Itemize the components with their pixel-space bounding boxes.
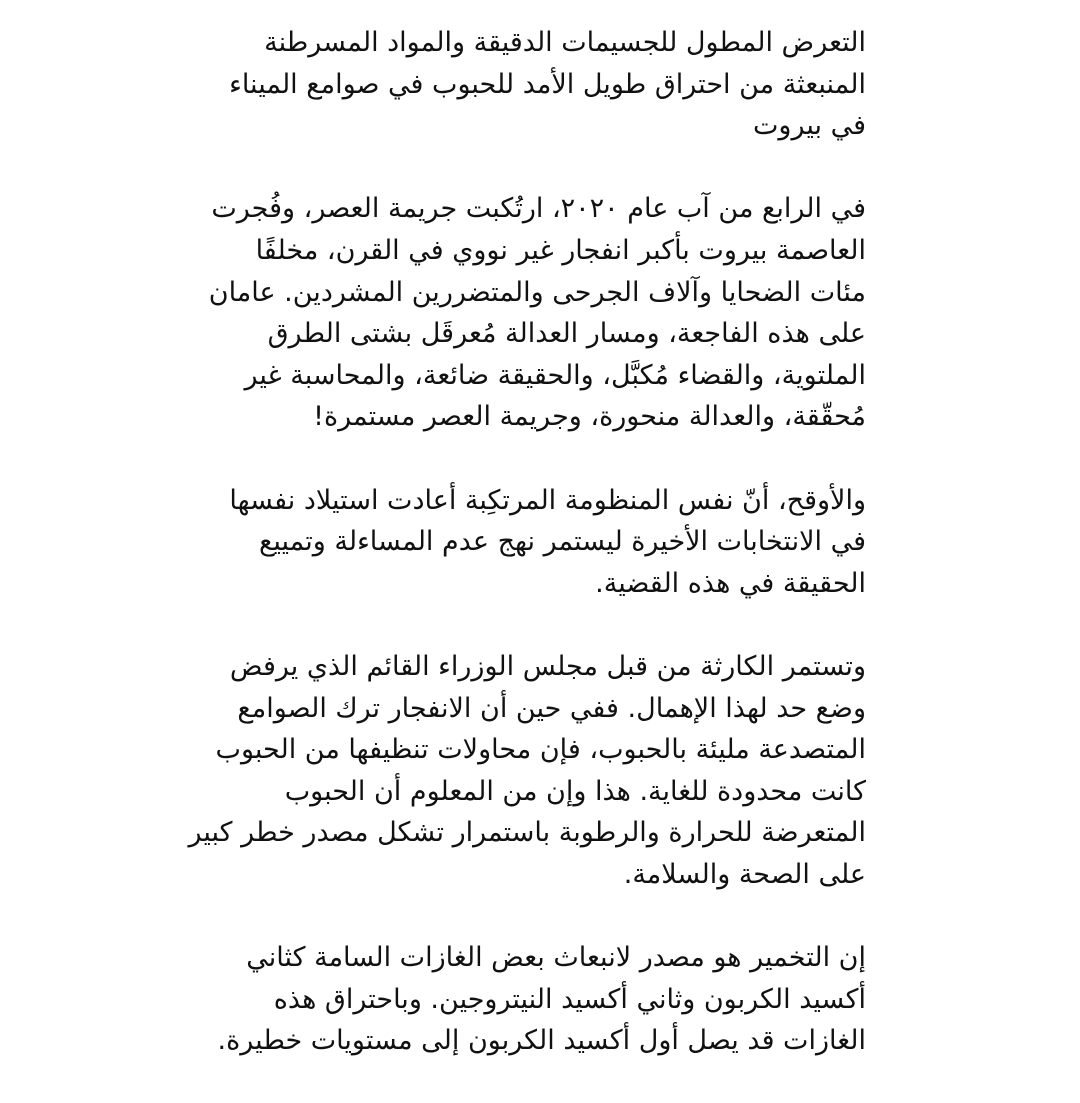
paragraph-silos bbox=[188, 646, 866, 896]
document-body bbox=[188, 22, 866, 1103]
paragraph-line: في الرابع من آب عام ٢٠٢٠، ارتُكبت جريمة العصر، وفُجرت bbox=[211, 193, 866, 225]
paragraph-elections bbox=[206, 480, 866, 605]
paragraph-line: وتستمر الكارثة من قبل مجلس الوزراء القائم الذي يرفض bbox=[229, 650, 866, 682]
paragraph-line: مُحقّقة، والعدالة منحورة، وجريمة العصر مستمرة! bbox=[313, 401, 866, 433]
paragraph-line: المتعرضة للحرارة والرطوبة باستمرار تشكل مصدر خطر كبير bbox=[188, 817, 866, 849]
paragraph-line: وضع حد لهذا الإهمال. ففي حين أن الانفجار ترك الصوامع bbox=[237, 692, 866, 724]
document-title bbox=[206, 22, 866, 147]
paragraph-line: أكسيد الكربون وثاني أكسيد النيتروجين. وباحتراق هذه bbox=[273, 983, 866, 1015]
paragraph-line: على الصحة والسلامة. bbox=[623, 858, 866, 890]
paragraph-line: والأوقح، أنّ نفس المنظومة المرتكِبة أعادت استيلاد نفسها bbox=[229, 484, 866, 516]
paragraph-line: في الانتخابات الأخيرة ليستمر نهج عدم المساءلة وتمييع bbox=[258, 526, 866, 558]
paragraph-line: إن التخمير هو مصدر لانبعاث بعض الغازات السامة كثاني bbox=[246, 942, 866, 974]
paragraph-gases bbox=[206, 937, 866, 1062]
paragraph-anniversary bbox=[206, 188, 866, 438]
paragraph-line: المتصدعة مليئة بالحبوب، فإن محاولات تنظيفها من الحبوب bbox=[215, 734, 866, 766]
paragraph-line: الملتوية، والقضاء مُكبَّل، والحقيقة ضائعة، والمحاسبة غير bbox=[244, 359, 866, 391]
title-line: المنبعثة من احتراق طويل الأمد للحبوب في صوامع الميناء bbox=[229, 68, 866, 100]
title-line: في بيروت bbox=[752, 110, 866, 142]
paragraph-line: الحقيقة في هذه القضية. bbox=[595, 567, 866, 599]
paragraph-line: الغازات قد يصل أول أكسيد الكربون إلى مستويات خطيرة. bbox=[217, 1025, 866, 1057]
title-line: التعرض المطول للجسيمات الدقيقة والمواد المسرطنة bbox=[264, 27, 866, 58]
paragraph-line: العاصمة بيروت بأكبر انفجار غير نووي في القرن، مخلفًا bbox=[255, 234, 866, 266]
paragraph-line: على هذه الفاجعة، ومسار العدالة مُعرقَل بشتى الطرق bbox=[267, 318, 866, 350]
paragraph-line: مئات الضحايا وآلاف الجرحى والمتضررين المشردين. عامان bbox=[208, 276, 866, 308]
paragraph-line: كانت محدودة للغاية. هذا وإن من المعلوم أن الحبوب bbox=[284, 775, 866, 807]
